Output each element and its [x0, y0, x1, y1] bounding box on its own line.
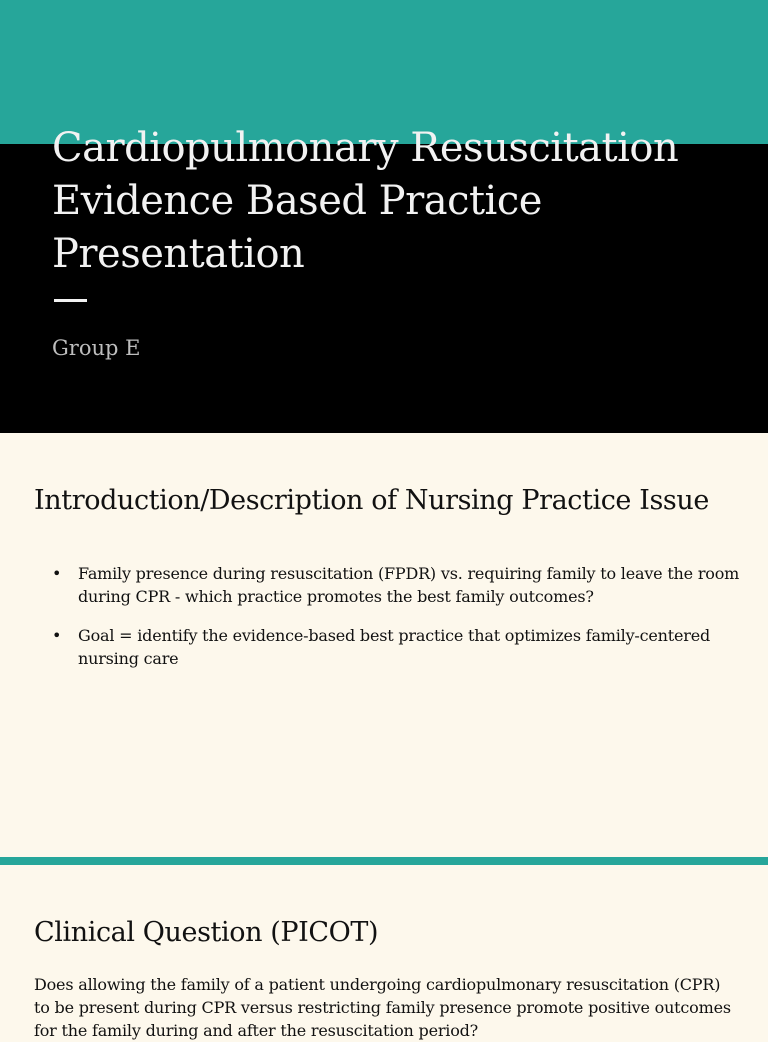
bullet-icon: •	[52, 626, 62, 645]
slide-divider	[0, 857, 768, 865]
bullet-icon: •	[52, 564, 62, 583]
clinical-question-text: Does allowing the family of a patient undergoing cardiopulmonary resuscitation (CPR) to be present during CPR versus restricting family presence promote positive outcomes for the family during and after the resuscitation period?	[34, 975, 731, 1040]
introduction-bullet-list	[52, 562, 742, 686]
bullet-item	[52, 624, 742, 670]
title-underline-rule	[54, 299, 87, 302]
title-slide	[0, 0, 768, 433]
clinical-question-slide	[0, 865, 768, 1040]
bullet-text: Family presence during resuscitation (FPDR) vs. requiring family to leave the room during CPR - which practice promotes the best family outcomes?	[78, 564, 740, 606]
clinical-question-heading: Clinical Question (PICOT)	[34, 917, 379, 948]
bullet-item	[52, 562, 742, 608]
presentation-title: Cardiopulmonary Resuscitation Evidence Based Practice Presentation	[52, 125, 679, 277]
presentation-subtitle: Group E	[52, 336, 141, 360]
bullet-text: Goal = identify the evidence-based best practice that optimizes family-centered nursing care	[78, 626, 711, 668]
introduction-heading: Introduction/Description of Nursing Practice Issue	[34, 485, 709, 516]
introduction-slide	[0, 433, 768, 857]
